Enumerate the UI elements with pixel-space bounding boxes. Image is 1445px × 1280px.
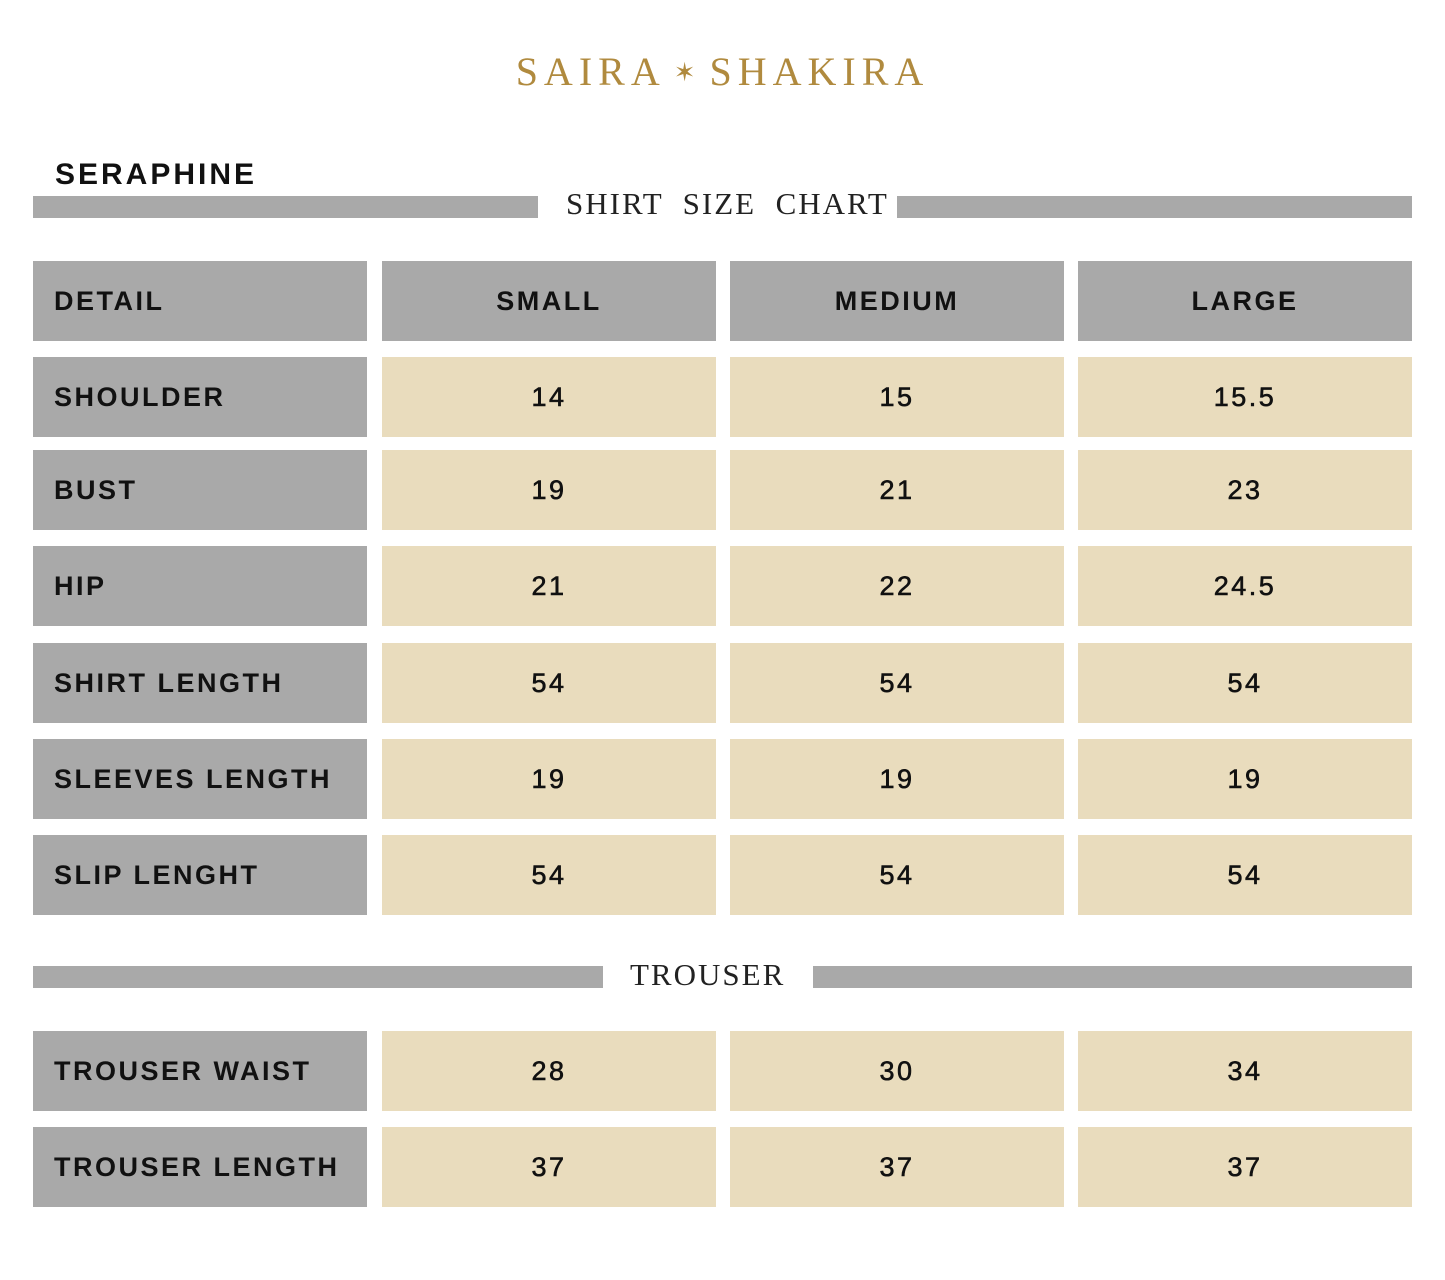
- brand-name-left: SAIRA: [515, 49, 666, 94]
- table-cell: 19: [382, 450, 716, 530]
- table-cell: 14: [382, 357, 716, 437]
- table-cell: 22: [730, 546, 1064, 626]
- table-cell: 54: [730, 835, 1064, 915]
- row-label: HIP: [33, 546, 367, 626]
- header-large: LARGE: [1078, 261, 1412, 341]
- header-medium: MEDIUM: [730, 261, 1064, 341]
- product-name: SERAPHINE: [55, 158, 258, 191]
- row-label: SLIP LENGHT: [33, 835, 367, 915]
- table-cell: 23: [1078, 450, 1412, 530]
- row-label: TROUSER LENGTH: [33, 1127, 367, 1207]
- star-icon: ✶: [673, 58, 696, 87]
- section-divider-left: [33, 966, 603, 988]
- brand-name-right: SHAKIRA: [709, 49, 930, 94]
- section-divider-right: [897, 196, 1412, 218]
- table-cell: 37: [382, 1127, 716, 1207]
- table-cell: 37: [730, 1127, 1064, 1207]
- table-cell: 21: [382, 546, 716, 626]
- row-label: SLEEVES LENGTH: [33, 739, 367, 819]
- table-cell: 19: [730, 739, 1064, 819]
- section-divider-right: [813, 966, 1412, 988]
- brand-logo: [0, 48, 1445, 97]
- table-cell: 54: [382, 643, 716, 723]
- table-cell: 21: [730, 450, 1064, 530]
- row-label: BUST: [33, 450, 367, 530]
- header-small: SMALL: [382, 261, 716, 341]
- table-cell: 19: [382, 739, 716, 819]
- table-cell: 15.5: [1078, 357, 1412, 437]
- shirt-section-title: SHIRT SIZE CHART: [566, 186, 889, 221]
- table-cell: 19: [1078, 739, 1412, 819]
- trouser-section-title: TROUSER: [630, 957, 786, 992]
- table-cell: 28: [382, 1031, 716, 1111]
- table-cell: 34: [1078, 1031, 1412, 1111]
- header-detail: DETAIL: [33, 261, 367, 341]
- section-divider-left: [33, 196, 538, 218]
- row-label: SHOULDER: [33, 357, 367, 437]
- table-cell: 15: [730, 357, 1064, 437]
- table-cell: 54: [1078, 643, 1412, 723]
- table-cell: 54: [1078, 835, 1412, 915]
- row-label: TROUSER WAIST: [33, 1031, 367, 1111]
- table-cell: 37: [1078, 1127, 1412, 1207]
- row-label: SHIRT LENGTH: [33, 643, 367, 723]
- table-cell: 24.5: [1078, 546, 1412, 626]
- table-cell: 54: [730, 643, 1064, 723]
- table-cell: 54: [382, 835, 716, 915]
- table-cell: 30: [730, 1031, 1064, 1111]
